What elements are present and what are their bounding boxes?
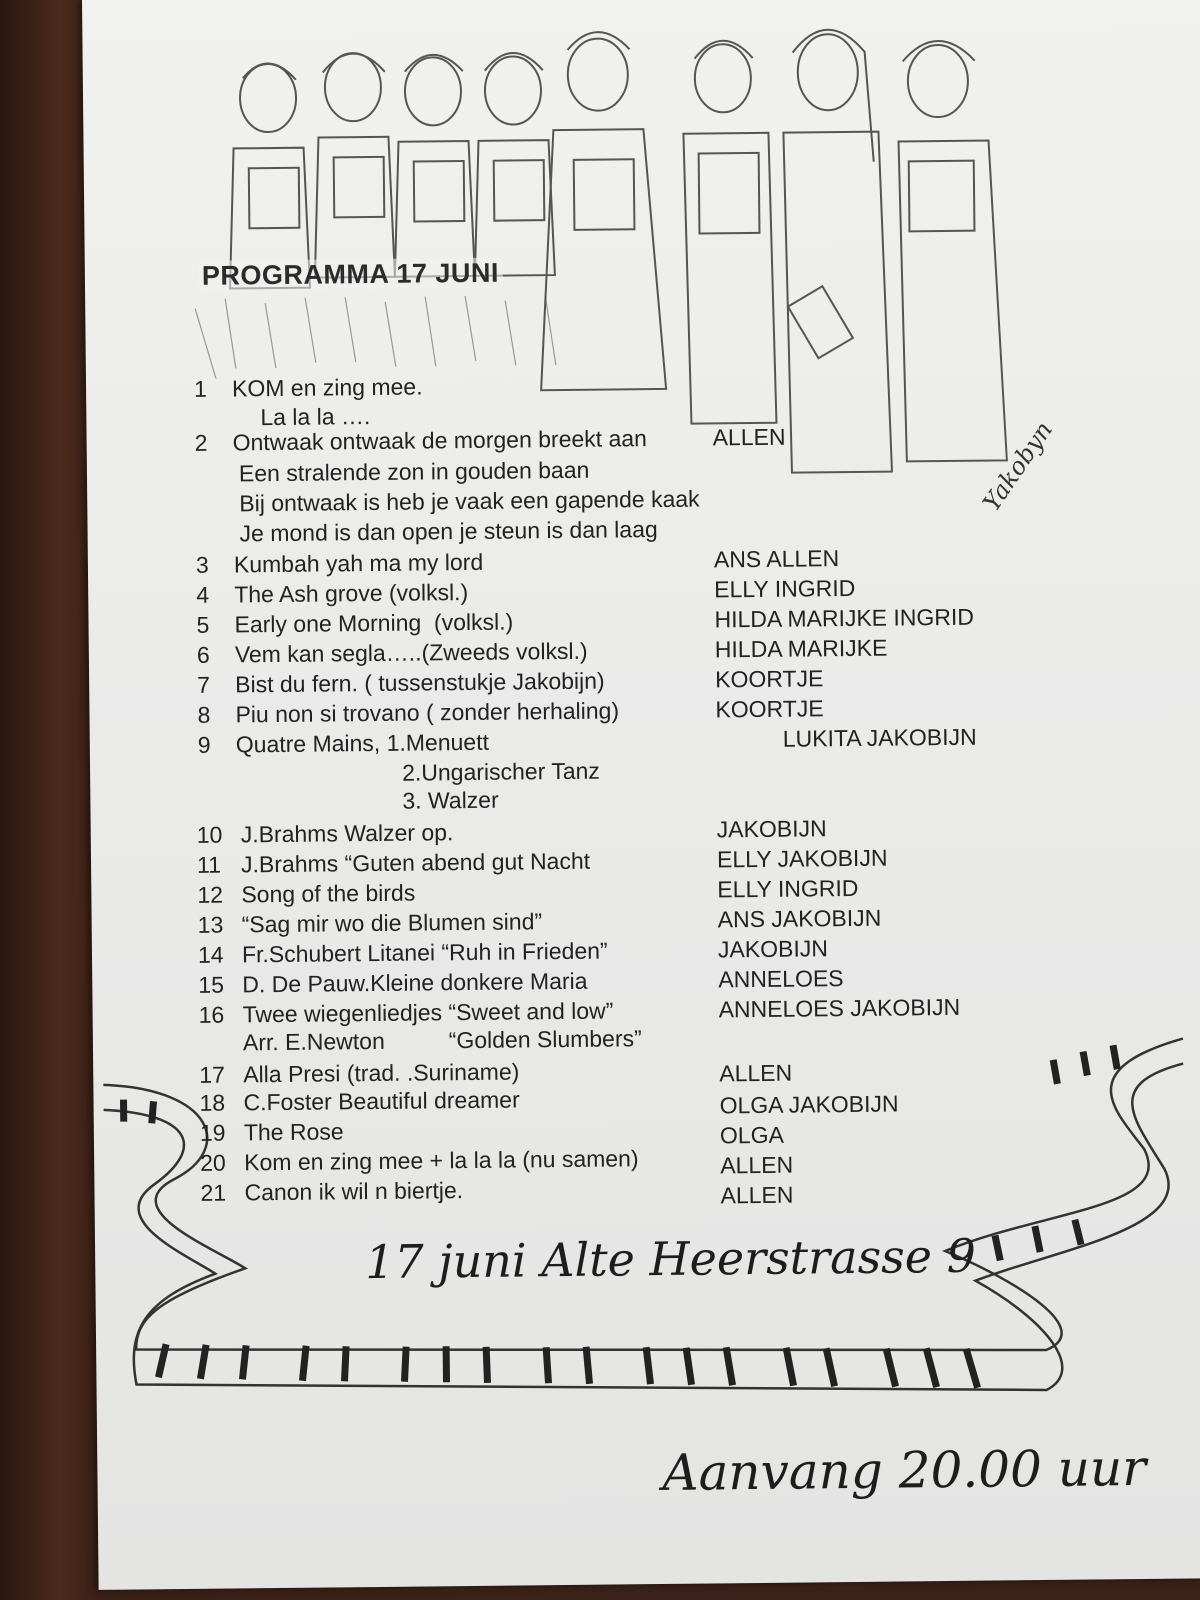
start-time-handwritten: Aanvang 20.00 uur bbox=[662, 1438, 1147, 1503]
item-title: Kom en zing mee + la la la (nu samen) bbox=[244, 1145, 639, 1176]
item-title: Vem kan segla…..(Zweeds volksl.) bbox=[234, 637, 588, 668]
item-performer: OLGA JAKOBIJN bbox=[719, 1090, 899, 1119]
item-performer: ALLEN bbox=[719, 1059, 793, 1087]
item-number: 6 bbox=[196, 641, 210, 668]
item-number: 3 bbox=[195, 551, 209, 578]
item-title: The Ash grove (volksl.) bbox=[234, 578, 469, 608]
item-title: The Rose bbox=[243, 1118, 344, 1146]
item-performer: HILDA MARIJKE INGRID bbox=[714, 603, 975, 633]
item-number: 4 bbox=[196, 581, 210, 608]
item-number: 16 bbox=[198, 1001, 225, 1028]
venue-handwritten: 17 juni Alte Heerstrasse 9 bbox=[364, 1228, 977, 1290]
item-number: 1 bbox=[193, 375, 208, 402]
item-title: Fr.Schubert Litanei “Ruh in Frieden” bbox=[241, 937, 608, 968]
item-performer: ALLEN bbox=[712, 423, 786, 451]
item-performer: KOORTJE bbox=[715, 665, 824, 693]
item-number: 2 bbox=[194, 429, 208, 456]
item-number: 12 bbox=[197, 881, 224, 908]
item-performer: ANNELOES JAKOBIJN bbox=[718, 993, 961, 1023]
item-number: 8 bbox=[197, 701, 211, 728]
item-1-subline: La la la …. bbox=[260, 403, 371, 431]
program-sheet bbox=[82, 0, 1200, 1590]
item-number: 14 bbox=[197, 941, 224, 968]
item-title: KOM en zing mee. bbox=[231, 373, 423, 402]
item-number: 9 bbox=[197, 731, 211, 758]
item-performer: ANNELOES bbox=[718, 965, 844, 993]
item-title: Quatre Mains, 1.Menuett bbox=[235, 728, 490, 758]
item-2-subline: Je mond is dan open je steun is dan laag bbox=[239, 516, 658, 547]
item-performer: ELLY INGRID bbox=[717, 874, 859, 903]
item-performer: ELLY INGRID bbox=[714, 574, 856, 603]
item-number: 17 bbox=[199, 1061, 225, 1088]
item-title: Twee wiegenliedjes “Sweet and low” bbox=[242, 997, 614, 1028]
item-title: 3. Walzer bbox=[402, 786, 499, 814]
item-performer: JAKOBIJN bbox=[717, 935, 829, 963]
item-title: Arr. E.Newton “Golden Slumbers” bbox=[242, 1025, 642, 1056]
item-title: Piu non si trovano ( zonder herhaling) bbox=[235, 697, 620, 728]
item-performer: HILDA MARIJKE bbox=[714, 634, 888, 663]
artist-signature: Yakobyn bbox=[977, 416, 1059, 517]
item-number: 15 bbox=[198, 971, 225, 998]
item-title: D. De Pauw.Kleine donkere Maria bbox=[242, 967, 588, 998]
item-title: Song of the birds bbox=[241, 879, 416, 908]
item-performer: ELLY JAKOBIJN bbox=[716, 844, 888, 873]
item-number: 20 bbox=[200, 1149, 226, 1176]
item-performer: ALLEN bbox=[720, 1181, 794, 1209]
item-number: 21 bbox=[200, 1179, 227, 1206]
item-title: “Sag mir wo die Blumen sind” bbox=[241, 908, 543, 938]
item-title: J.Brahms Walzer op. bbox=[240, 819, 454, 848]
item-number: 18 bbox=[199, 1089, 226, 1116]
item-2-subline: Een stralende zon in gouden baan bbox=[238, 456, 590, 487]
item-title: 2.Ungarischer Tanz bbox=[401, 757, 600, 786]
item-performer: JAKOBIJN bbox=[716, 815, 827, 843]
shading-strokes bbox=[195, 295, 556, 379]
item-number: 5 bbox=[196, 611, 210, 638]
item-number: 7 bbox=[197, 671, 211, 698]
item-performer: KOORTJE bbox=[715, 695, 824, 723]
item-performer: OLGA bbox=[719, 1121, 784, 1149]
item-title: Early one Morning (volksl.) bbox=[234, 608, 514, 638]
item-title: Canon ik wil n biertje. bbox=[244, 1177, 464, 1206]
item-title: Ontwaak ontwaak de morgen breekt aan bbox=[232, 425, 648, 456]
item-number: 13 bbox=[197, 911, 224, 938]
item-title: C.Foster Beautiful dreamer bbox=[243, 1086, 520, 1116]
item-performer: LUKITA JAKOBIJN bbox=[782, 723, 977, 752]
choir-sketch-illustration bbox=[82, 0, 1200, 1590]
item-performer: ANS JAKOBIJN bbox=[717, 904, 882, 933]
item-title: Alla Presi (trad. .Suriname) bbox=[243, 1058, 520, 1088]
item-title: Kumbah yah ma my lord bbox=[233, 548, 484, 578]
item-number: 11 bbox=[196, 851, 222, 878]
item-title: Bist du fern. ( tussenstukje Jakobijn) bbox=[235, 667, 605, 698]
item-2-subline: Bij ontwaak is heb je vaak een gapende kaak bbox=[239, 485, 700, 517]
item-number: 19 bbox=[199, 1119, 226, 1146]
item-performer: ANS ALLEN bbox=[713, 545, 840, 573]
item-number: 10 bbox=[196, 821, 223, 848]
program-title: PROGRAMMA 17 JUNI bbox=[198, 258, 503, 292]
item-performer: ALLEN bbox=[720, 1151, 794, 1179]
item-title: J.Brahms “Guten abend gut Nacht bbox=[240, 847, 591, 878]
